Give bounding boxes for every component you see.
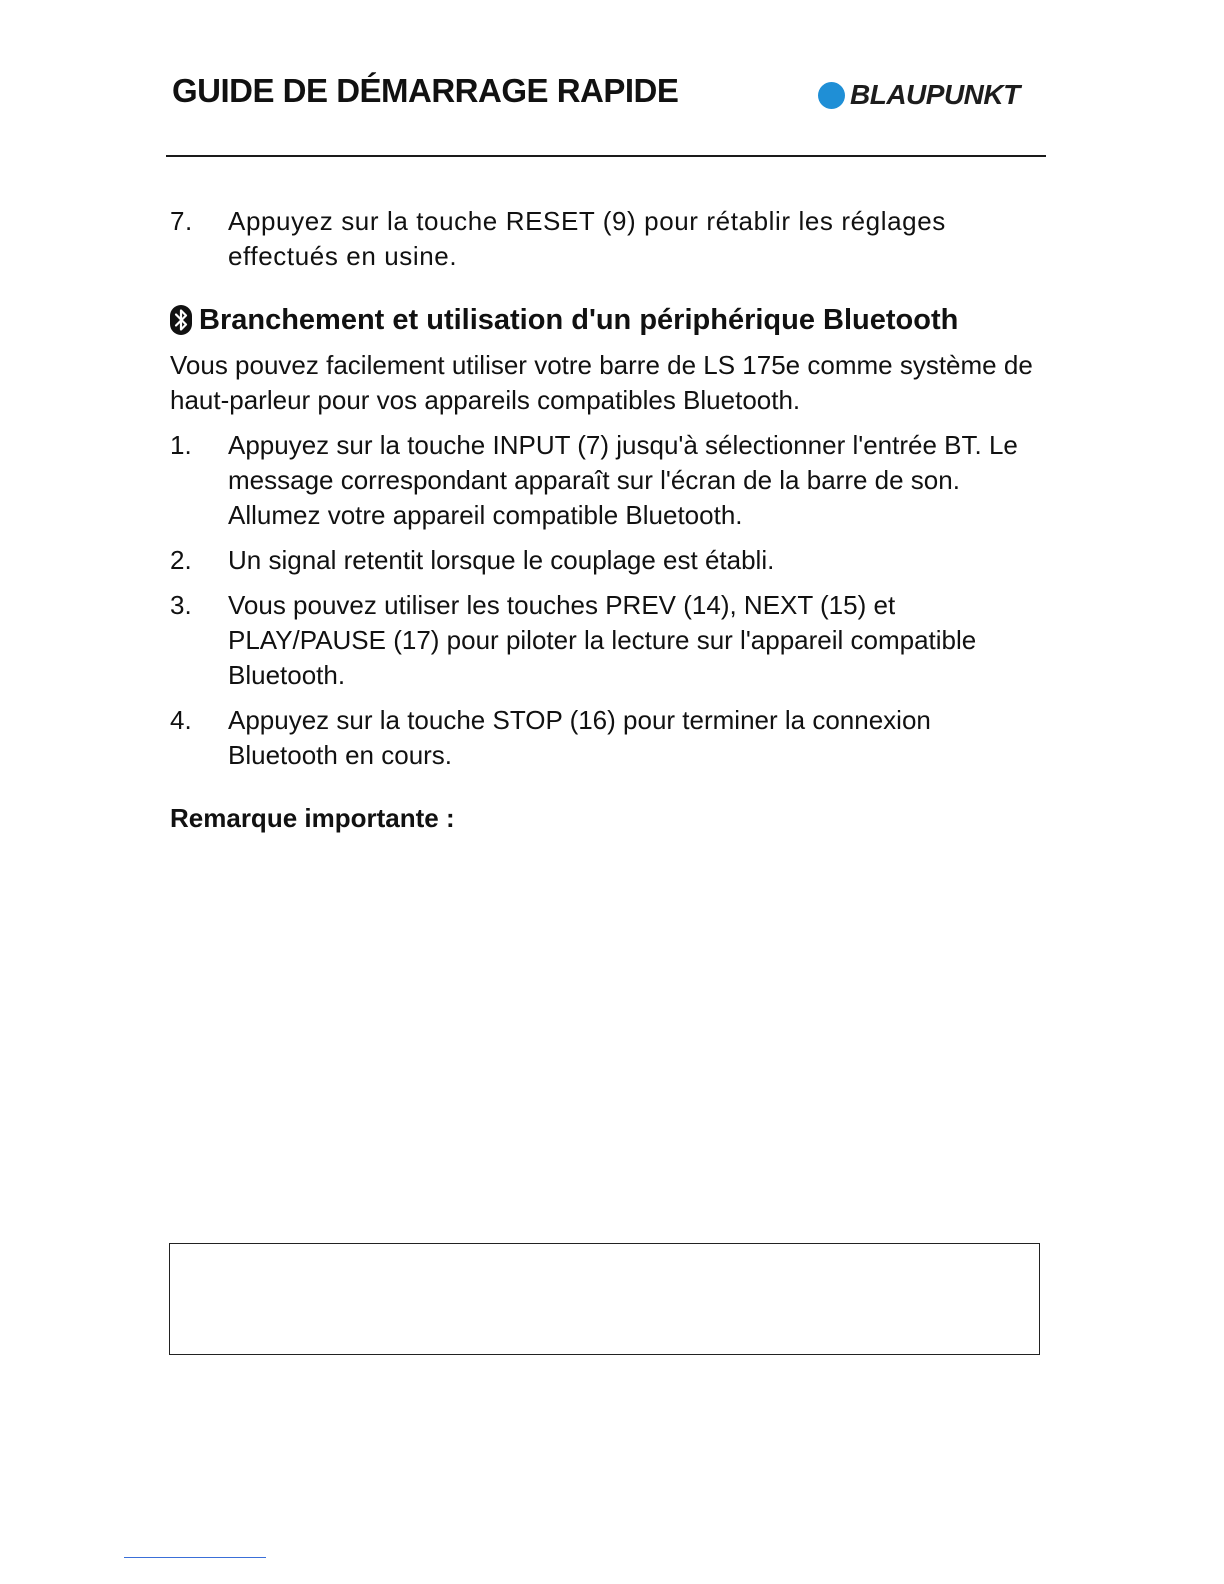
list-item-number: 4.	[170, 705, 192, 735]
steps-list	[170, 428, 1040, 773]
page-title: GUIDE DE DÉMARRAGE RAPIDE	[172, 72, 679, 109]
list-item	[170, 703, 1040, 773]
section-intro: Vous pouvez facilement utiliser votre barre de LS 175e comme système de haut-parleur pour vos appareils compatibles Bluetooth.	[170, 350, 1033, 415]
list-item-number: 7.	[170, 206, 193, 236]
list-item-number: 2.	[170, 545, 192, 575]
note-heading: Remarque importante :	[170, 803, 455, 833]
list-item-number: 1.	[170, 430, 192, 460]
brand-logo	[818, 78, 1020, 112]
section-heading-text: Branchement et utilisation d'un périphérique Bluetooth	[199, 304, 959, 336]
list-item-text: Appuyez sur la touche RESET (9) pour rétablir les réglages effectués en usine.	[228, 206, 946, 271]
list-item-text: Appuyez sur la touche INPUT (7) jusqu'à sélectionner l'entrée BT. Le message correspondant apparaît sur l'écran de la barre de son. Allumez votre appareil compatible Bluetooth.	[228, 430, 1018, 530]
list-item-number: 3.	[170, 590, 192, 620]
document-body	[170, 204, 1040, 836]
list-item-text: Appuyez sur la touche STOP (16) pour terminer la connexion Bluetooth en cours.	[228, 705, 931, 770]
list-item	[170, 588, 1040, 693]
brand-dot-icon	[818, 82, 845, 109]
list-item	[170, 428, 1040, 533]
list-item-text: Vous pouvez utiliser les touches PREV (14), NEXT (15) et PLAY/PAUSE (17) pour piloter la lecture sur l'appareil compatible Bluetooth.	[228, 590, 977, 690]
note-box	[169, 1243, 1040, 1355]
list-item-text: Un signal retentit lorsque le couplage est établi.	[228, 545, 775, 575]
brand-name: BLAUPUNKT	[850, 79, 1020, 110]
bluetooth-icon	[170, 305, 192, 335]
list-item	[170, 543, 1040, 578]
header-divider	[166, 155, 1046, 157]
section-heading	[170, 300, 1040, 340]
footer-link-underline	[124, 1557, 266, 1558]
list-item	[170, 204, 1040, 274]
